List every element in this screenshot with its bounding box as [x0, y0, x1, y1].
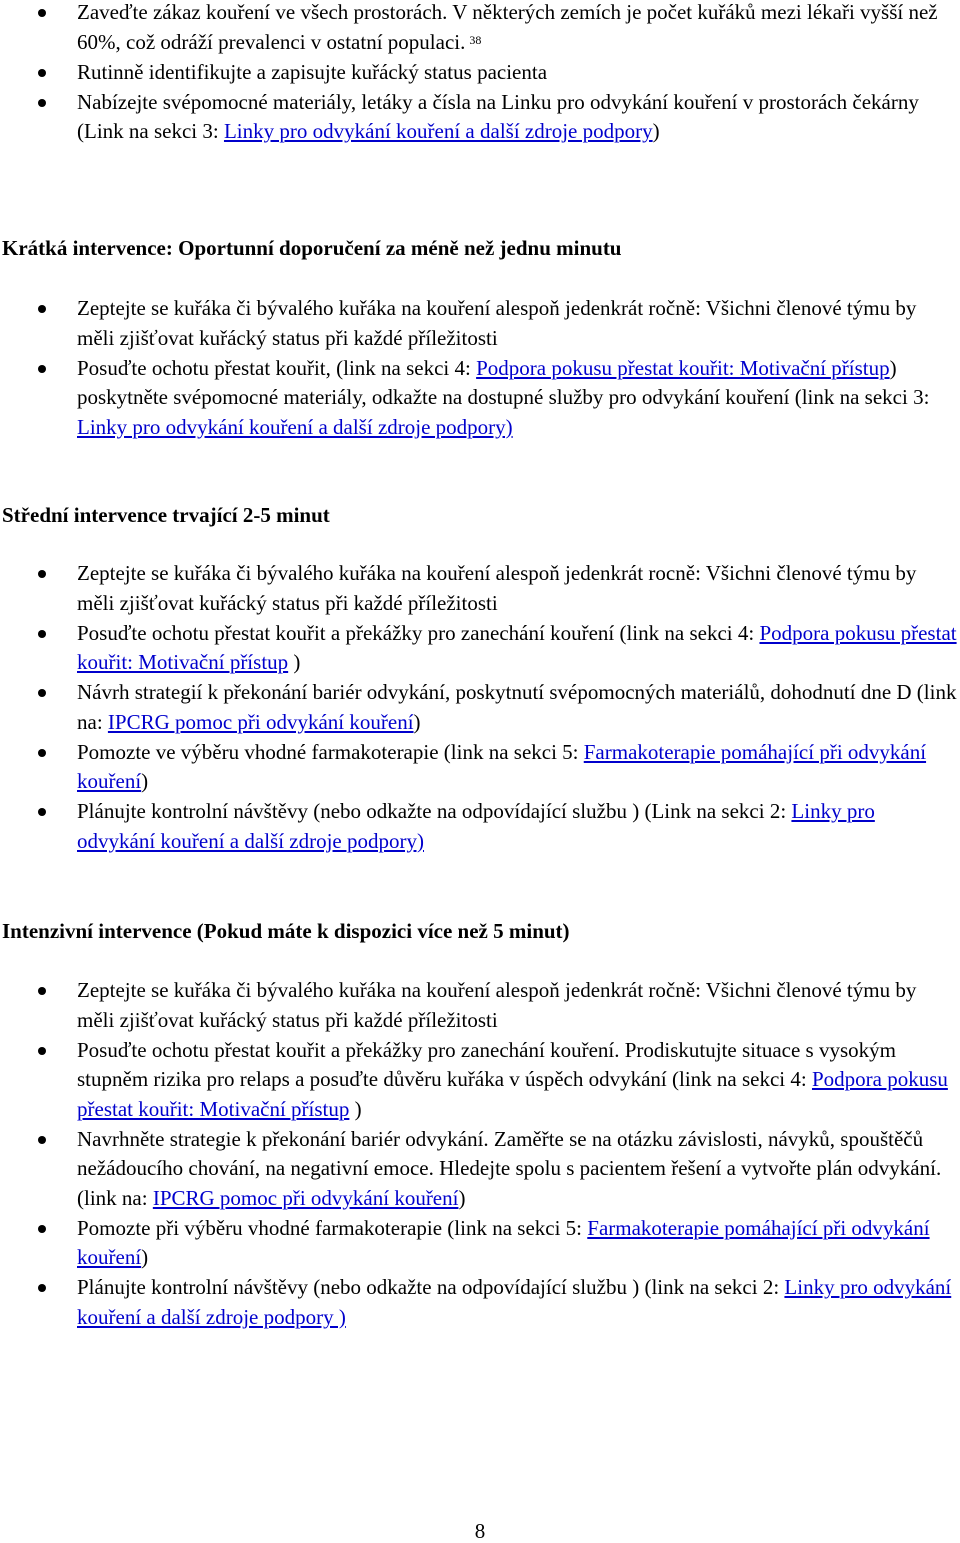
list-item: Nabízejte svépomocné materiály, letáky a čísla na Linku pro odvykání kouření v prostorách čekárny (Link na sekci 3: Linky pro odvykání kouření a další zdroje podpory)	[0, 88, 958, 147]
bullet-icon	[38, 570, 46, 578]
bullet-icon	[38, 1047, 46, 1055]
bullet-icon	[38, 69, 46, 77]
bullet-icon	[38, 305, 46, 313]
bullet-icon	[38, 749, 46, 757]
page-number: 8	[474, 1519, 486, 1543]
link-smoking-cessation-lines[interactable]: Linky pro odvykání kouření a další zdroje podpory	[223, 119, 653, 143]
bullet-icon	[38, 987, 46, 995]
bullet-icon	[38, 689, 46, 697]
list-item: Posuďte ochotu přestat kouřit a překážky pro zanechání kouření (link na sekci 4: Podpora pokusu přestat kouřit: Motivační přístup )	[0, 619, 958, 678]
link-motivation-approach[interactable]: Podpora pokusu přestat kouřit: Motivační přístup	[77, 1067, 948, 1121]
bullet-icon	[38, 808, 46, 816]
list-item: Zeptejte se kuřáka či bývalého kuřáka na kouření alespoň jedenkrát rocně: Všichni členové týmu by měli zjišťovat kuřácký status při každé příležitosti	[0, 559, 958, 618]
bullet-icon	[38, 365, 46, 373]
link-pharmacotherapy[interactable]: Farmakoterapie pomáhající při odvykání kouření	[77, 1215, 930, 1269]
list-item: Posuďte ochotu přestat kouřit a překážky pro zanechání kouření. Prodiskutujte situace s vysokým stupněm rizika pro relaps a posuďte důvěru kuřáka v úspěch odvykání (link na sekci 4: Podpora pokusu přestat kouřit: Motivační přístup )	[0, 1036, 958, 1125]
intensive-intervention-list	[0, 976, 958, 1333]
link-motivation-approach[interactable]: Podpora pokusu přestat kouřit: Motivační přístup	[476, 355, 890, 380]
list-item: Plánujte kontrolní návštěvy (nebo odkažte na odpovídající službu ) (Link na sekci 2: Linky pro odvykání kouření a další zdroje podpory)	[0, 797, 958, 856]
list-item: Pomozte při výběru vhodné farmakoterapie (link na sekci 5: Farmakoterapie pomáhající při odvykání kouření)	[0, 1214, 958, 1273]
list-item: Zeptejte se kuřáka či bývalého kuřáka na kouření alespoň jedenkrát ročně: Všichni členové týmu by měli zjišťovat kuřácký status při každé příležitosti	[0, 976, 958, 1035]
link-pharmacotherapy[interactable]: Farmakoterapie pomáhající při odvykání kouření	[77, 739, 927, 793]
bullet-icon	[38, 99, 46, 107]
footnote-marker[interactable]: 38	[469, 32, 482, 47]
list-item: Zeptejte se kuřáka či bývalého kuřáka na kouření alespoň jedenkrát ročně: Všichni členové týmu by měli zjišťovat kuřácký status při každé příležitosti	[0, 294, 958, 353]
bullet-icon	[38, 9, 46, 17]
brief-intervention-list	[0, 294, 958, 443]
section-heading-middle: Střední intervence trvající 2-5 minut	[2, 503, 330, 527]
link-smoking-cessation-lines[interactable]: Linky pro odvykání kouření a další zdroje podpory )	[77, 1275, 952, 1329]
link-smoking-cessation-lines[interactable]: Linky pro odvykání kouření a další zdroje podpory)	[77, 414, 513, 439]
link-smoking-cessation-lines[interactable]: Linky pro odvykání kouření a další zdroje podpory)	[77, 799, 875, 853]
list-item: Navrhněte strategie k překonání bariér odvykání. Zaměřte se na otázku závislosti, návyků, spouštěčů nežádoucího chování, na negativní emoce. Hledejte spolu s pacientem řešení a vytvořte plán odvykání. (link na: IPCRG pomoc při odvykání kouření)	[0, 1125, 958, 1214]
list-item: Návrh strategií k překonání bariér odvykání, poskytnutí svépomocných materiálů, dohodnutí dne D (link na: IPCRG pomoc při odvykání kouření)	[0, 678, 958, 737]
bullet-icon	[38, 1136, 46, 1144]
bullet-icon	[38, 1225, 46, 1233]
bullet-icon	[38, 1284, 46, 1292]
list-item: Posuďte ochotu přestat kouřit, (link na sekci 4: Podpora pokusu přestat kouřit: Motivační přístup) poskytněte svépomocné materiály, odkažte na dostupné služby pro odvykání kouření (link na sekci 3: Linky pro odvykání kouření a další zdroje podpory)	[0, 354, 958, 443]
intro-bullet-list	[0, 0, 958, 147]
section-heading-brief: Krátká intervence: Oportunní doporučení za méně než jednu minutu	[2, 236, 622, 260]
list-item: Rutinně identifikujte a zapisujte kuřácký status pacienta	[0, 58, 958, 88]
middle-intervention-list	[0, 559, 958, 857]
link-motivation-approach[interactable]: Podpora pokusu přestat kouřit: Motivační přístup	[77, 620, 957, 674]
list-item: Pomozte ve výběru vhodné farmakoterapie (link na sekci 5: Farmakoterapie pomáhající při odvykání kouření)	[0, 738, 958, 797]
list-item: Zaveďte zákaz kouření ve všech prostorách. V některých zemích je počet kuřáků mezi lékaři vyšší než 60%, což odráží prevalenci v ostatní populaci. $^{38}$	[0, 0, 958, 57]
bullet-icon	[38, 630, 46, 638]
link-ipcrg-help[interactable]: IPCRG pomoc při odvykání kouření	[152, 1185, 459, 1210]
list-item: Plánujte kontrolní návštěvy (nebo odkažte na odpovídající službu ) (link na sekci 2: Linky pro odvykání kouření a další zdroje podpory )	[0, 1273, 958, 1332]
link-ipcrg-help[interactable]: IPCRG pomoc při odvykání kouření	[107, 709, 414, 734]
section-heading-intensive: Intenzivní intervence (Pokud máte k dispozici více než 5 minut)	[2, 919, 570, 943]
